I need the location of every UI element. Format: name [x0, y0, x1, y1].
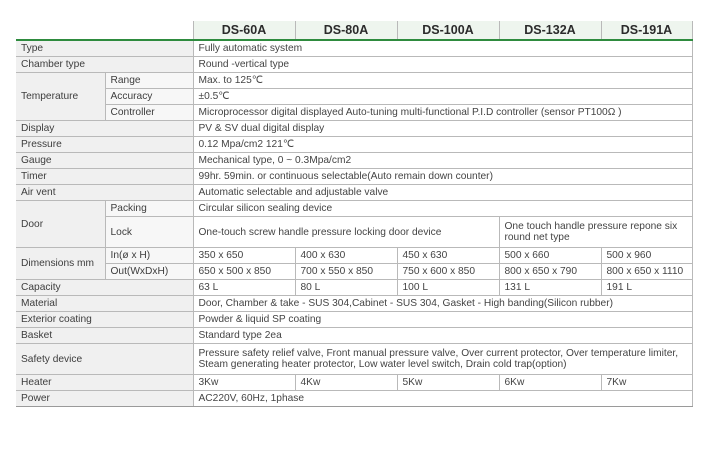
spec-row-door-packing	[16, 201, 692, 217]
row-value: 0.12 Mpa/cm2 121℃	[193, 137, 692, 153]
row-label: Air vent	[16, 185, 193, 201]
spec-row-temperature-controller	[16, 105, 692, 121]
spec-row-power	[16, 391, 692, 407]
cell-value: 500 x 660	[499, 248, 601, 264]
spec-row-door-lock	[16, 217, 692, 248]
cell-value: 650 x 500 x 850	[193, 264, 295, 280]
sub-label: In(ø x H)	[105, 248, 193, 264]
spec-row-gauge	[16, 153, 692, 169]
row-value: Powder & liquid SP coating	[193, 312, 692, 328]
sub-label: Range	[105, 73, 193, 89]
sub-label: Accuracy	[105, 89, 193, 105]
spec-row-coating	[16, 312, 692, 328]
spec-row-air-vent	[16, 185, 692, 201]
row-value: Pressure safety relief valve, Front manual pressure valve, Over current protector, Over temperature limiter, Steam generating heater protector, Low water level switch, Drain cold trap(option)	[193, 344, 692, 375]
cell-value: 100 L	[397, 280, 499, 296]
spec-row-timer	[16, 169, 692, 185]
row-label: Capacity	[16, 280, 193, 296]
cell-value: 400 x 630	[295, 248, 397, 264]
spec-row-pressure	[16, 137, 692, 153]
model-header: DS-80A	[295, 21, 397, 40]
row-value: Max. to 125℃	[193, 73, 692, 89]
header-blank	[16, 21, 193, 40]
row-label: Door	[16, 201, 105, 248]
row-label: Gauge	[16, 153, 193, 169]
row-value: Round -vertical type	[193, 57, 692, 73]
spec-row-display	[16, 121, 692, 137]
row-label: Basket	[16, 328, 193, 344]
model-header-row	[16, 21, 692, 40]
row-label: Type	[16, 40, 193, 57]
cell-value: 500 x 960	[601, 248, 692, 264]
cell-value: 800 x 650 x 1110	[601, 264, 692, 280]
spec-row-temperature-accuracy	[16, 89, 692, 105]
cell-value: 63 L	[193, 280, 295, 296]
row-label: Timer	[16, 169, 193, 185]
model-header: DS-132A	[499, 21, 601, 40]
cell-value: 450 x 630	[397, 248, 499, 264]
cell-value: 800 x 650 x 790	[499, 264, 601, 280]
cell-value: 131 L	[499, 280, 601, 296]
spec-row-basket	[16, 328, 692, 344]
model-header: DS-191A	[601, 21, 692, 40]
row-label: Safety device	[16, 344, 193, 375]
spec-row-heater	[16, 375, 692, 391]
spec-row-material	[16, 296, 692, 312]
sub-label: Out(WxDxH)	[105, 264, 193, 280]
row-label: Material	[16, 296, 193, 312]
row-label: Display	[16, 121, 193, 137]
sub-label: Lock	[105, 217, 193, 248]
row-label: Temperature	[16, 73, 105, 121]
row-label: Chamber type	[16, 57, 193, 73]
row-label: Exterior coating	[16, 312, 193, 328]
row-value: Circular silicon sealing device	[193, 201, 692, 217]
spec-row-temperature-range	[16, 73, 692, 89]
cell-value: 350 x 650	[193, 248, 295, 264]
cell-value: 80 L	[295, 280, 397, 296]
row-label: Dimensions mm	[16, 248, 105, 280]
model-header: DS-100A	[397, 21, 499, 40]
cell-value: 700 x 550 x 850	[295, 264, 397, 280]
cell-value: 3Kw	[193, 375, 295, 391]
row-value: Door, Chamber & take - SUS 304,Cabinet - SUS 304, Gasket - High banding(Silicon rubber)	[193, 296, 692, 312]
cell-value: 750 x 600 x 850	[397, 264, 499, 280]
cell-value: 191 L	[601, 280, 692, 296]
spec-row-dimensions-out	[16, 264, 692, 280]
sub-label: Controller	[105, 105, 193, 121]
spec-row-safety	[16, 344, 692, 375]
model-header: DS-60A	[193, 21, 295, 40]
row-value: 99hr. 59min. or continuous selectable(Auto remain down counter)	[193, 169, 692, 185]
row-label: Pressure	[16, 137, 193, 153]
spec-row-chamber	[16, 57, 692, 73]
row-value: One-touch screw handle pressure locking door device	[193, 217, 499, 248]
row-value: ±0.5℃	[193, 89, 692, 105]
cell-value: 7Kw	[601, 375, 692, 391]
cell-value: 5Kw	[397, 375, 499, 391]
sub-label: Packing	[105, 201, 193, 217]
row-value: Fully automatic system	[193, 40, 692, 57]
row-value: Mechanical type, 0 ~ 0.3Mpa/cm2	[193, 153, 692, 169]
row-label: Heater	[16, 375, 193, 391]
cell-value: 6Kw	[499, 375, 601, 391]
spec-row-dimensions-in	[16, 248, 692, 264]
row-label: Power	[16, 391, 193, 407]
row-value: Standard type 2ea	[193, 328, 692, 344]
row-value: Microprocessor digital displayed Auto-tuning multi-functional P.I.D controller (sensor PT100Ω )	[193, 105, 692, 121]
cell-value: 4Kw	[295, 375, 397, 391]
row-value: Automatic selectable and adjustable valve	[193, 185, 692, 201]
spec-row-type	[16, 40, 692, 57]
row-value: AC220V, 60Hz, 1phase	[193, 391, 692, 407]
spec-row-capacity	[16, 280, 692, 296]
row-value: One touch handle pressure repone six round net type	[499, 217, 692, 248]
row-value: PV & SV dual digital display	[193, 121, 692, 137]
spec-table	[16, 21, 693, 407]
